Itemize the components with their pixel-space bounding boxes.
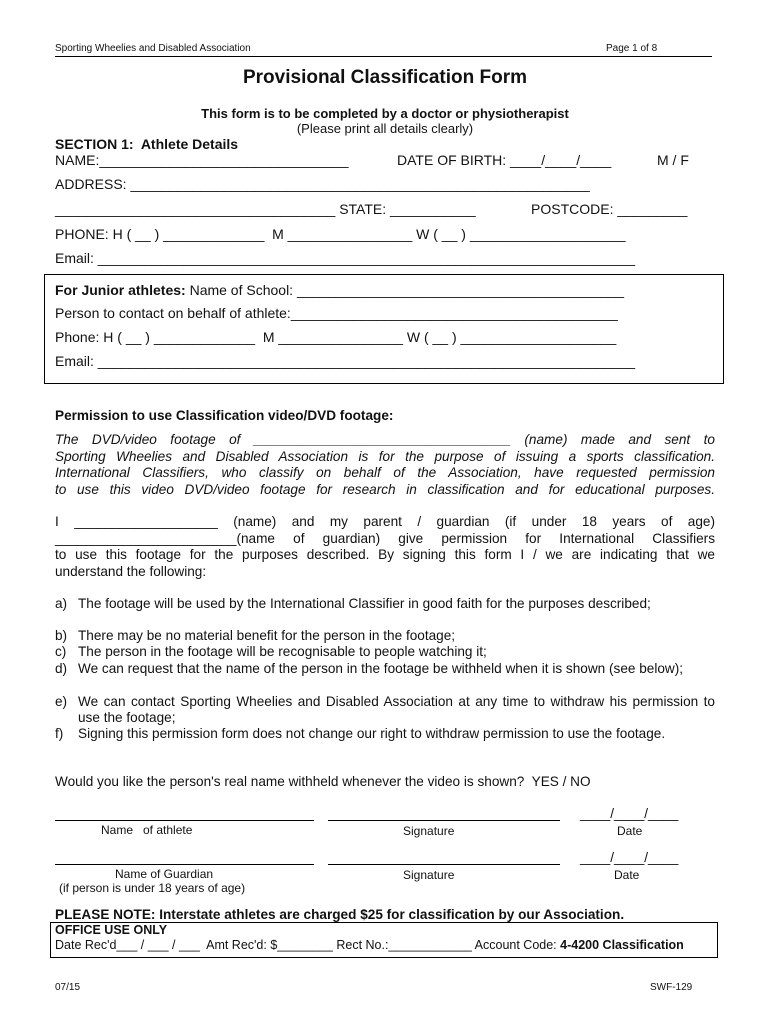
address-state-field[interactable]: ____________________________________ STATE: ___________: [55, 201, 476, 217]
condition-label: e): [55, 694, 68, 709]
condition-label: c): [55, 644, 67, 659]
office-use-fields[interactable]: Date Rec'd___ / ___ / ___ Amt Rec'd: $________ Rect No.:____________ Account Code:: [55, 938, 561, 952]
phone-field[interactable]: PHONE: H ( __ ) _____________ M ________________ W ( __ ) ____________________: [55, 226, 626, 242]
junior-phone-field[interactable]: Phone: H ( __ ) _____________ M ________________ W ( __ ) ____________________: [55, 329, 617, 345]
condition-item: [55, 726, 715, 742]
athlete-name-line[interactable]: [55, 820, 314, 821]
condition-label: b): [55, 628, 68, 643]
interstate-fee-note: PLEASE NOTE: Interstate athletes are charged $25 for classification by our Association.: [55, 907, 625, 922]
athlete-date-caption: Date: [617, 824, 643, 838]
date-of-birth-field[interactable]: DATE OF BIRTH: ____/____/____: [397, 152, 612, 168]
permission-heading: Permission to use Classification video/DVD footage:: [55, 408, 394, 423]
athlete-date-field[interactable]: ____/____/____: [580, 806, 679, 821]
athlete-signature-line[interactable]: [328, 820, 560, 821]
page-number: Page 1 of 8: [606, 43, 658, 54]
guardian-date-caption: Date: [614, 868, 640, 882]
junior-email-field[interactable]: Email: _____________________________________________________________________: [55, 353, 636, 369]
office-use-heading: OFFICE USE ONLY: [55, 923, 168, 937]
guardian-signature-line[interactable]: [328, 864, 560, 865]
guardian-date-field[interactable]: ____/____/____: [580, 850, 679, 865]
permission-line-1: The DVD/video footage of __________________________________ (name) made and sent to: [55, 432, 715, 447]
organization-name: Sporting Wheelies and Disabled Association: [55, 43, 251, 54]
intro-line-1: This form is to be completed by a doctor or physiotherapist: [201, 106, 569, 121]
footer-form-code: SWF-129: [650, 982, 693, 993]
address-field[interactable]: ADDRESS: ___________________________________________________________: [55, 176, 590, 192]
consent-line-1[interactable]: I ___________________ (name) and my parent / guardian (if under 18 years of age): [55, 514, 715, 529]
condition-label: a): [55, 596, 68, 611]
office-use-line[interactable]: [55, 938, 684, 952]
permission-line-2: Sporting Wheelies and Disabled Association is for the purpose of issuing a sports classification.: [55, 449, 715, 464]
sex-field[interactable]: M / F: [657, 152, 689, 168]
condition-item: [55, 661, 715, 677]
condition-text: The footage will be used by the International Classifier in good faith for the purposes described;: [78, 596, 651, 611]
form-title: Provisional Classification Form: [242, 67, 528, 88]
condition-label: d): [55, 661, 68, 676]
condition-text: We can contact Sporting Wheelies and Disabled Association at any time to withdraw his permission to use the footage;: [78, 694, 715, 725]
condition-text: Signing this permission form does not change our right to withdraw permission to use the footage.: [78, 726, 666, 741]
condition-item: [55, 694, 715, 726]
postcode-field[interactable]: POSTCODE: _________: [531, 201, 688, 217]
athlete-name-field[interactable]: NAME:________________________________: [55, 152, 349, 168]
school-name-field[interactable]: Name of School: __________________________________________: [185, 282, 624, 298]
athlete-name-caption: Name of athlete: [101, 823, 193, 837]
condition-text: There may be no material benefit for the person in the footage;: [78, 628, 456, 643]
permission-line-3: International Classifiers, who classify on behalf of the Association, have requested permission: [55, 465, 715, 480]
permission-line-4: to use this video DVD/video footage for research in classification and for educational purposes.: [55, 482, 715, 497]
condition-item: [55, 628, 715, 644]
consent-line-3: to use this footage for the purposes described. By signing this form I / we are indicating that we: [55, 547, 715, 562]
guardian-name-line[interactable]: [55, 864, 314, 865]
condition-item: [55, 644, 715, 660]
condition-text: The person in the footage will be recognisable to people watching it;: [78, 644, 487, 659]
condition-item: [55, 596, 715, 612]
condition-label: f): [55, 726, 64, 741]
athlete-signature-caption: Signature: [403, 824, 455, 838]
consent-line-4: understand the following:: [55, 564, 207, 579]
email-field[interactable]: Email: _____________________________________________________________________: [55, 250, 636, 266]
intro-line-2: (Please print all details clearly): [296, 121, 474, 136]
consent-line-2[interactable]: ________________________(name of guardian) give permission for International Classifiers: [55, 531, 715, 546]
condition-text: We can request that the name of the person in the footage be withheld when it is shown (see below);: [78, 661, 684, 676]
footer-date: 07/15: [55, 982, 81, 993]
guardian-name-caption: Name of Guardian: [115, 867, 214, 881]
junior-label: For Junior athletes:: [55, 282, 186, 298]
section-1-heading: SECTION 1: Athlete Details: [55, 136, 239, 152]
header-rule: [55, 56, 712, 57]
name-withheld-question[interactable]: Would you like the person's real name withheld whenever the video is shown? YES / NO: [55, 774, 591, 789]
contact-person-field[interactable]: Person to contact on behalf of athlete:__________________________________________: [55, 305, 618, 321]
account-code: 4-4200 Classification: [560, 938, 684, 952]
junior-school-row: [55, 282, 624, 298]
guardian-age-note: (if person is under 18 years of age): [59, 881, 246, 895]
guardian-signature-caption: Signature: [403, 868, 455, 882]
